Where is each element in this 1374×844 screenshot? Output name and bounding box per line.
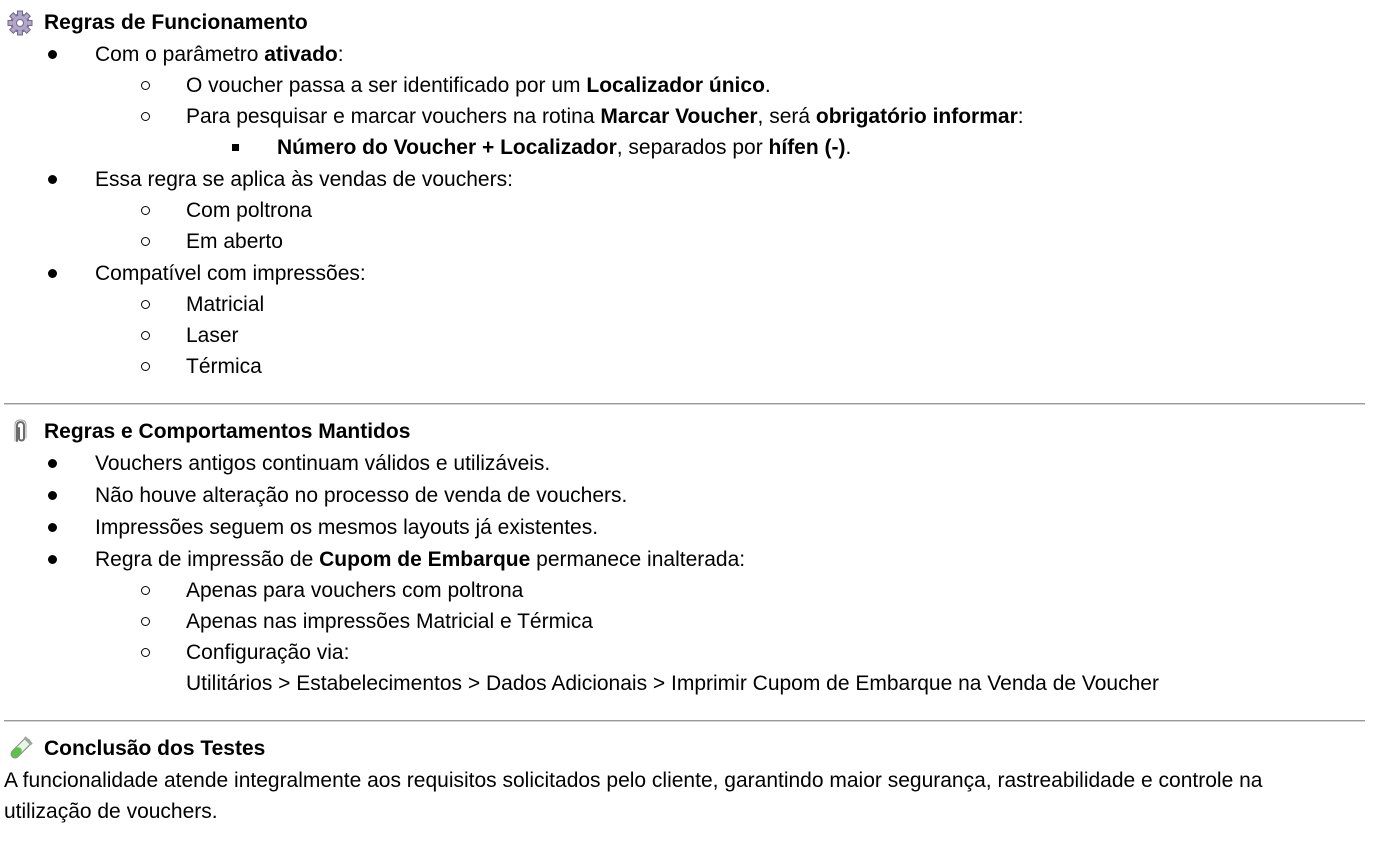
section-heading-mantidos bbox=[6, 419, 410, 445]
sub-bullet-marker bbox=[141, 229, 150, 246]
list-item: Com o parâmetro ativado: bbox=[95, 43, 344, 66]
conclusion-paragraph: A funcionalidade atende integralmente aos requisitos solicitados pelo cliente, garantindo maior segurança, rastreabilidade e controle na utilização de vouchers. bbox=[4, 769, 1263, 823]
list-item: Apenas para vouchers com poltrona bbox=[186, 579, 524, 602]
section-heading-funcionamento bbox=[6, 10, 308, 36]
list-item: Regra de impressão de Cupom de Embarque permanece inalterada: bbox=[95, 548, 746, 571]
list-item: Matricial bbox=[186, 293, 265, 316]
paperclip-icon bbox=[6, 419, 34, 445]
section-title: Conclusão dos Testes bbox=[44, 737, 266, 760]
sub-bullet-marker bbox=[141, 292, 150, 309]
list-item: Térmica bbox=[186, 355, 262, 378]
sub-bullet-marker bbox=[141, 323, 150, 340]
bullet-marker bbox=[48, 261, 57, 278]
horizontal-divider bbox=[4, 403, 1365, 405]
list-item: Compatível com impressões: bbox=[95, 262, 366, 285]
bullet-marker bbox=[48, 483, 57, 500]
list-item: Com poltrona bbox=[186, 199, 313, 222]
sub-bullet-marker bbox=[141, 354, 150, 371]
config-path: Utilitários > Estabelecimentos > Dados Adicionais > Imprimir Cupom de Embarque na Venda de Voucher bbox=[186, 672, 1159, 695]
list-item: Para pesquisar e marcar vouchers na rotina Marcar Voucher, será obrigatório informar: bbox=[186, 105, 1024, 128]
list-item: Configuração via: bbox=[186, 641, 350, 664]
bullet-marker bbox=[48, 167, 57, 184]
section-heading-conclusao bbox=[6, 736, 265, 762]
list-item: Laser bbox=[186, 324, 239, 347]
list-item: Essa regra se aplica às vendas de vouchers: bbox=[95, 168, 513, 191]
list-item: Vouchers antigos continuam válidos e utilizáveis. bbox=[95, 452, 551, 475]
gear-icon bbox=[6, 10, 34, 36]
sub-bullet-marker bbox=[141, 640, 150, 657]
list-item: Número do Voucher + Localizador, separados por hífen (-). bbox=[277, 136, 852, 159]
sub-bullet-marker bbox=[141, 609, 150, 626]
bullet-marker bbox=[48, 451, 57, 468]
sub-bullet-marker bbox=[141, 578, 150, 595]
horizontal-divider bbox=[4, 720, 1365, 722]
test-tube-icon bbox=[6, 736, 34, 762]
list-item: Não houve alteração no processo de venda de vouchers. bbox=[95, 484, 628, 507]
bullet-marker bbox=[48, 515, 57, 532]
section-title: Regras de Funcionamento bbox=[44, 11, 308, 34]
sub-bullet-marker bbox=[141, 104, 150, 121]
sub-bullet-marker bbox=[141, 198, 150, 215]
bullet-marker bbox=[48, 42, 57, 59]
sub-bullet-marker bbox=[141, 73, 150, 90]
sub-sub-bullet-marker bbox=[232, 135, 239, 151]
section-title: Regras e Comportamentos Mantidos bbox=[44, 420, 411, 443]
list-item: Apenas nas impressões Matricial e Térmica bbox=[186, 610, 593, 633]
list-item: Em aberto bbox=[186, 230, 283, 253]
bullet-marker bbox=[48, 547, 57, 564]
list-item: Impressões seguem os mesmos layouts já existentes. bbox=[95, 516, 599, 539]
list-item: O voucher passa a ser identificado por um Localizador único. bbox=[186, 74, 771, 97]
